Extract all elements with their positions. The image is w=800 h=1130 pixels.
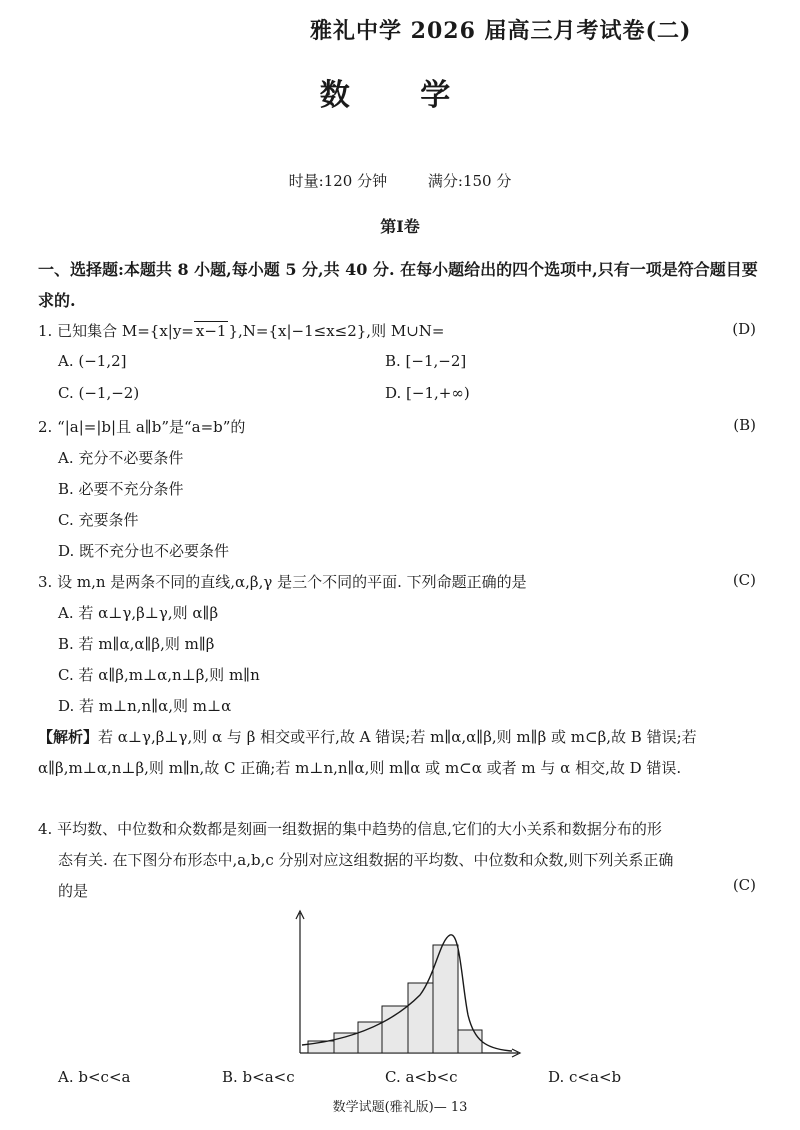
analysis-text: 若 α⊥γ,β⊥γ,则 α 与 β 相交或平行,故 A 错误;若 m∥α,α∥β,则 m∥β 或 m⊂β,故 B 错误;若 α∥β,m⊥α,n⊥β,则 m∥n,故 C 正确;若 m⊥n,n∥α,则 m∥α 或 m⊂α 或者 m 与 α 相交,故 D 错误. <box>38 728 697 777</box>
histogram-bar-4 <box>382 1006 408 1053</box>
question-2-option-d: D. 既不充分也不必要条件 <box>58 542 230 560</box>
question-1-option-d: D. [−1,+∞) <box>385 384 470 402</box>
question-3-option-d: D. 若 m⊥n,n∥α,则 m⊥α <box>58 697 232 715</box>
exam-score: 满分:150 分 <box>427 172 512 190</box>
question-2-stem: 2. “|a|=|b|且 a∥b”是“a=b”的 <box>38 418 246 436</box>
question-1-option-a: A. (−1,2] <box>58 352 127 370</box>
question-1-stem-b: },N={x|−1≤x≤2},则 M∪N= <box>228 322 445 340</box>
question-2-option-b: B. 必要不充分条件 <box>58 480 184 498</box>
question-4-line-1: 4. 平均数、中位数和众数都是刻画一组数据的集中趋势的信息,它们的大小关系和数据分布的形 <box>38 820 662 838</box>
question-2-option-a: A. 充分不必要条件 <box>58 449 184 467</box>
section-heading: 一、选择题:本题共 8 小题,每小题 5 分,共 40 分. 在每小题给出的四个选项中,只有一项是符合题目要求的. <box>38 260 758 310</box>
question-3-option-a: A. 若 α⊥γ,β⊥γ,则 α∥β <box>58 604 219 622</box>
sqrt-expression: x−1 <box>195 322 227 340</box>
question-2-answer: (B) <box>733 416 756 434</box>
question-4-option-c: C. a<b<c <box>385 1068 458 1086</box>
question-4-option-b: B. b<a<c <box>222 1068 295 1086</box>
histogram-bar-3 <box>358 1022 382 1053</box>
question-3-option-c: C. 若 α∥β,m⊥α,n⊥β,则 m∥n <box>58 666 260 684</box>
question-2-option-c: C. 充要条件 <box>58 511 139 529</box>
question-1-stem-a: 1. 已知集合 M={x|y= <box>38 322 194 340</box>
analysis-tag: 【解析】 <box>38 728 99 746</box>
question-3-option-b: B. 若 m∥α,α∥β,则 m∥β <box>58 635 215 653</box>
volume-label: 第Ⅰ卷 <box>380 217 420 236</box>
exam-info <box>0 170 800 191</box>
question-4-option-d: D. c<a<b <box>548 1068 622 1086</box>
question-1-stem <box>38 320 444 341</box>
histogram-bar-7 <box>458 1030 482 1053</box>
question-4-line-2: 态有关. 在下图分布形态中,a,b,c 分别对应这组数据的平均数、中位数和众数,则下列关系正确 <box>58 851 674 869</box>
question-4-line-3: 的是 <box>58 882 89 900</box>
exam-title: 雅礼中学 2026 届高三月考试卷(二) <box>310 18 692 44</box>
question-1-option-b: B. [−1,−2] <box>385 352 467 370</box>
histogram-bar-2 <box>334 1033 358 1053</box>
question-3-answer: (C) <box>732 571 756 589</box>
question-1-answer: (D) <box>732 320 756 338</box>
question-4-stem <box>38 814 766 907</box>
question-3-stem: 3. 设 m,n 是两条不同的直线,α,β,γ 是三个不同的平面. 下列命题正确的是 <box>38 573 527 591</box>
page-footer: 数学试题(雅礼版)— 13 <box>332 1100 468 1115</box>
question-4-option-a: A. b<c<a <box>58 1068 131 1086</box>
subject-title: 数 学 <box>319 78 481 113</box>
analysis-block <box>38 722 766 784</box>
exam-time: 时量:120 分钟 <box>288 172 388 190</box>
question-4-answer: (C) <box>732 876 756 894</box>
distribution-histogram <box>290 905 530 1065</box>
question-1-option-c: C. (−1,−2) <box>58 384 140 402</box>
